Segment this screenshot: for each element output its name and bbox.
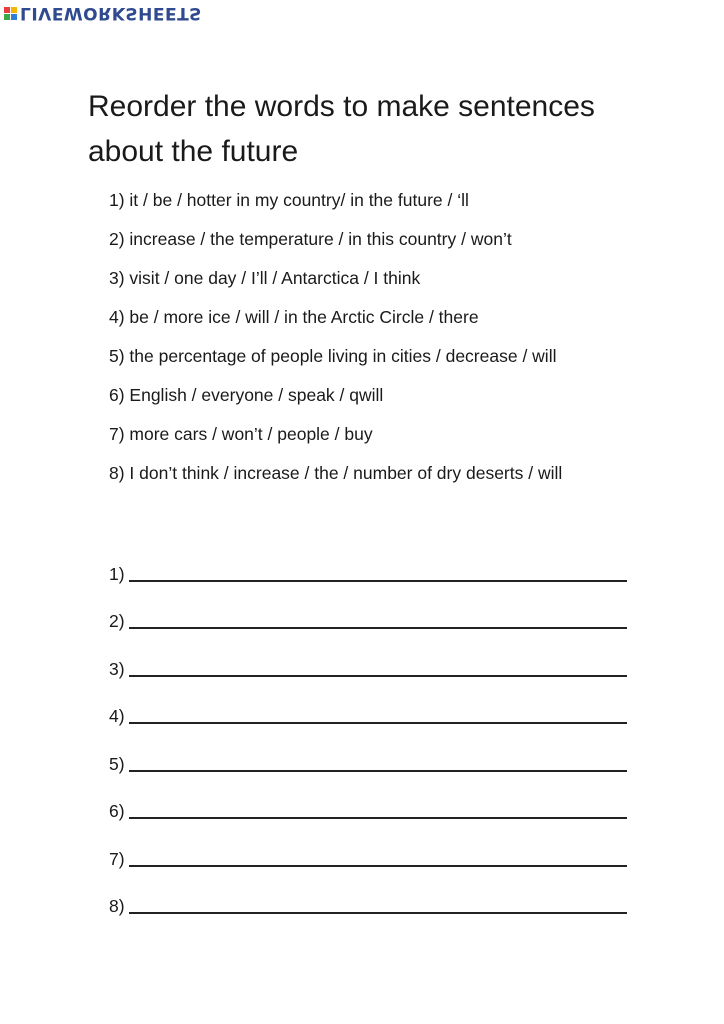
answer-row[interactable] [109, 823, 627, 871]
logo-text: LIVEWORKSHEETS [20, 3, 202, 23]
exercise-item: 1) it / be / hotter in my country/ in the future / ‘ll [109, 190, 469, 210]
logo-block-green [4, 14, 10, 20]
logo-blocks-icon [4, 7, 17, 20]
answer-number: 5) [109, 753, 125, 774]
answer-row[interactable] [109, 538, 627, 586]
exercise-item: 5) the percentage of people living in cities / decrease / will [109, 346, 557, 366]
exercise-item: 4) be / more ice / will / in the Arctic Circle / there [109, 307, 479, 327]
answer-line[interactable] [129, 865, 627, 867]
answer-list [109, 538, 627, 918]
exercise-item: 7) more cars / won’t / people / buy [109, 424, 373, 444]
answer-row[interactable] [109, 681, 627, 729]
answer-row[interactable] [109, 633, 627, 681]
answer-row[interactable] [109, 586, 627, 634]
logo-block-red [4, 7, 10, 13]
answer-row[interactable] [109, 728, 627, 776]
exercise-item: 2) increase / the temperature / in this country / won’t [109, 229, 512, 249]
worksheet-title: Reorder the words to make sentences about the future [88, 90, 595, 168]
answer-line[interactable] [129, 912, 627, 914]
answer-line[interactable] [129, 817, 627, 819]
answer-row[interactable] [109, 776, 627, 824]
answer-number: 1) [109, 563, 125, 584]
answer-line[interactable] [129, 675, 627, 677]
exercise-list [109, 186, 562, 498]
answer-number: 6) [109, 801, 125, 821]
exercise-item: 6) English / everyone / speak / qwill [109, 385, 384, 405]
answer-number: 3) [109, 658, 125, 679]
liveworksheets-logo [4, 3, 202, 23]
answer-line[interactable] [129, 580, 627, 582]
exercise-item: 3) visit / one day / I’ll / Antarctica / I think [109, 268, 421, 288]
answer-line[interactable] [129, 770, 627, 772]
answer-line[interactable] [129, 627, 627, 629]
logo-block-yellow [11, 7, 17, 13]
answer-number: 8) [109, 896, 125, 916]
answer-number: 7) [109, 848, 125, 869]
answer-row[interactable] [109, 871, 627, 919]
answer-line[interactable] [129, 722, 627, 724]
exercise-item: 8) I don’t think / increase / the / number of dry deserts / will [109, 463, 563, 483]
answer-number: 4) [109, 706, 125, 726]
logo-block-blue [11, 14, 17, 20]
answer-number: 2) [109, 611, 125, 631]
